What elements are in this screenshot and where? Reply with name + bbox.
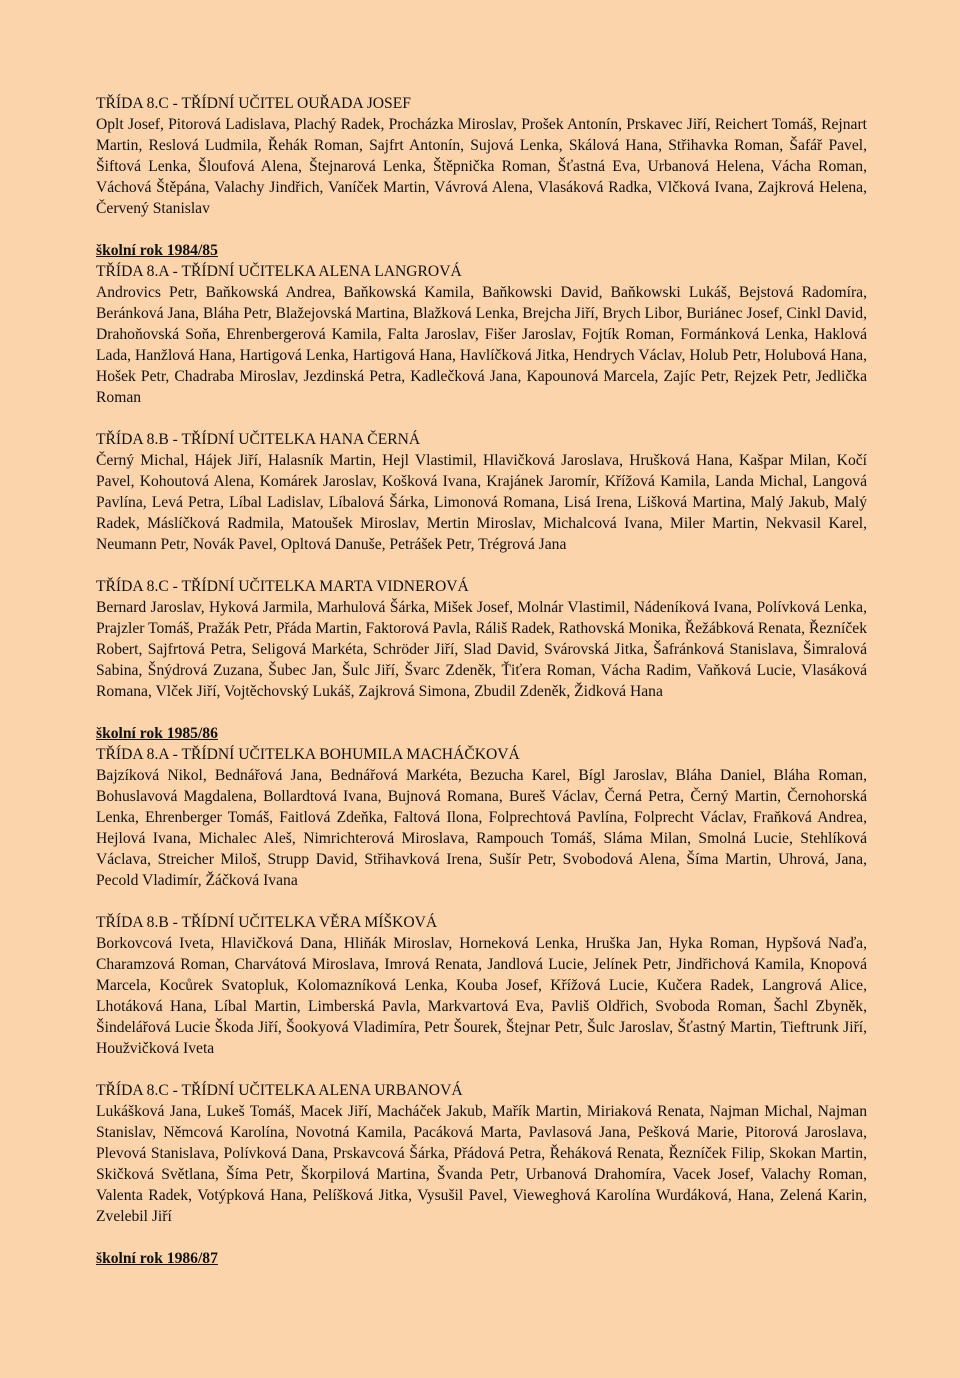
class-heading: TŘÍDA 8.C - TŘÍDNÍ UČITELKA ALENA URBANOVÁ [96, 1082, 463, 1099]
student-list: Bernard Jaroslav, Hyková Jarmila, Marhulová Šárka, Mišek Josef, Molnár Vlastimil, Nádeníková Ivana, Polívková Lenka, Prajzler Tomáš, Pražák Petr, Přáda Martin, Faktorová Pavla, Ráliš Radek, Rathovská Monika, Řežábková Renata, Řezníček Robert, Sajfrtová Petra, Seligová Markéta, Schröder Jiří, Slad David, Svárovská Jitka, Šafránková Stanislava, Šimralová Sabina, Šnýdrová Zuzana, Šubec Jan, Šulc Jiří, Švarc Zdeněk, Ťiťera Roman, Vácha Radim, Vaňková Lucie, Vlasáková Romana, Vlček Jiří, Vojtěchovský Lukáš, Zajkrová Simona, Zbudil Zdeněk, Židková Hana [96, 599, 867, 700]
student-list: Bajzíková Nikol, Bednářová Jana, Bednářová Markéta, Bezucha Karel, Bígl Jaroslav, Bláha Daniel, Bláha Roman, Bohuslavová Magdalena, Bollardtová Ivana, Bujnová Romana, Bureš Václav, Černá Petra, Černý Martin, Černohorská Lenka, Ehrenberger Tomáš, Faitlová Zdeňka, Faltová Ilona, Folprechtová Pavlína, Folprecht Václav, Fraňková Andrea, Hejlová Ivana, Michalec Aleš, Nimrichterová Miroslava, Rampouch Tomáš, Sláma Milan, Smolná Lucie, Stehlíková Václava, Streicher Miloš, Strupp David, Střihavková Irena, Sušír Petr, Svobodová Alena, Šíma Martin, Uhrová, Jana, Pecold Vladimír, Žáčková Ivana [96, 767, 867, 889]
student-list: Černý Michal, Hájek Jiří, Halasník Martin, Hejl Vlastimil, Hlavičková Jaroslava, Hrušková Hana, Kašpar Milan, Kočí Pavel, Kohoutová Alena, Komárek Jaroslav, Košková Ivana, Krajánek Jaromír, Křížová Kamila, Landa Michal, Langová Pavlína, Levá Petra, Líbal Ladislav, Líbalová Šárka, Limonová Romana, Lisá Irena, Lišková Martina, Malý Jakub, Malý Radek, Máslíčková Radmila, Matoušek Miroslav, Mertin Miroslav, Michalcová Ivana, Miler Martin, Nekvasil Karel, Neumann Petr, Novák Pavel, Opltová Danuše, Petrášek Petr, Trégrová Jana [96, 452, 867, 553]
school-year-heading: školní rok 1986/87 [96, 1250, 218, 1267]
class-heading: TŘÍDA 8.B - TŘÍDNÍ UČITELKA VĚRA MÍŠKOVÁ [96, 914, 438, 931]
student-list: Lukášková Jana, Lukeš Tomáš, Macek Jiří, Macháček Jakub, Mařík Martin, Miriaková Renata, Najman Michal, Najman Stanislav, Němcová Karolína, Novotná Kamila, Pacáková Marta, Pavlasová Jana, Pešková Marie, Pitorová Jaroslava, Plevová Stanislava, Polívková Dana, Prskavcová Šárka, Přádová Petra, Řeháková Renata, Řezníček Filip, Skokan Martin, Skičková Světlana, Šíma Petr, Škorpilová Martina, Švanda Petr, Urbanová Drahomíra, Vacek Josef, Valachy Roman, Valenta Radek, Votýpková Hana, Pelíšková Jitka, Vysušil Pavel, Vieweghová Karolína Wurdáková, Hana, Zelená Karin, Zvelebil Jiří [96, 1103, 867, 1225]
student-list: Borkovcová Iveta, Hlavičková Dana, Hliňák Miroslav, Horneková Lenka, Hruška Jan, Hyka Roman, Hypšová Naďa, Charamzová Roman, Charvátová Miroslava, Imrová Renata, Jandlová Lucie, Jelínek Petr, Jindřichová Kamila, Knopová Marcela, Kocůrek Svatopluk, Kolomazníková Lenka, Kouba Josef, Křížová Lucie, Kučera Radek, Langrová Alice, Lhotáková Hana, Líbal Martin, Limberská Pavla, Markvartová Eva, Pavliš Oldřich, Svoboda Roman, Šachl Zbyněk, Šindelářová Lucie Škoda Jiří, Šookyová Vladimíra, Petr Šourek, Štejnar Petr, Šulc Jaroslav, Šťastný Martin, Tieftrunk Jiří, Houžvičková Iveta [96, 935, 867, 1057]
class-heading: TŘÍDA 8.C - TŘÍDNÍ UČITELKA MARTA VIDNEROVÁ [96, 578, 469, 595]
class-heading: TŘÍDA 8.B - TŘÍDNÍ UČITELKA HANA ČERNÁ [96, 431, 421, 448]
school-year-heading: školní rok 1985/86 [96, 725, 218, 742]
class-heading: TŘÍDA 8.C - TŘÍDNÍ UČITEL OUŘADA JOSEF [96, 95, 411, 112]
school-year-heading: školní rok 1984/85 [96, 242, 218, 259]
class-lists [96, 93, 867, 1269]
class-heading: TŘÍDA 8.A - TŘÍDNÍ UČITELKA BOHUMILA MACHÁČKOVÁ [96, 746, 520, 763]
class-heading: TŘÍDA 8.A - TŘÍDNÍ UČITELKA ALENA LANGROVÁ [96, 263, 462, 280]
student-list: Oplt Josef, Pitorová Ladislava, Plachý Radek, Procházka Miroslav, Prošek Antonín, Prskavec Jiří, Reichert Tomáš, Rejnart Martin, Reslová Ludmila, Řehák Roman, Sajfrt Antonín, Sujová Lenka, Skálová Hana, Střihavka Roman, Šafář Pavel, Šiftová Lenka, Šloufová Alena, Štejnarová Lenka, Štěpnička Roman, Šťastná Eva, Urbanová Helena, Vácha Roman, Váchová Štěpána, Valachy Jindřich, Vaníček Martin, Vávrová Alena, Vlasáková Radka, Vlčková Ivana, Zajkrová Helena, Červený Stanislav [96, 116, 867, 217]
student-list: Androvics Petr, Baňkowská Andrea, Baňkowská Kamila, Baňkowski David, Baňkowski Lukáš, Bejstová Radomíra, Beránková Jana, Bláha Petr, Blažejovská Martina, Blažková Lenka, Brejcha Jiří, Brych Libor, Buriánec Josef, Cinkl David, Drahoňovská Soňa, Ehrenbergerová Kamila, Falta Jaroslav, Fišer Jaroslav, Fojtík Roman, Formánková Lenka, Haklová Lada, Hanžlová Hana, Hartigová Lenka, Hartigová Hana, Havlíčková Jitka, Hendrych Václav, Holub Petr, Holubová Hana, Hošek Petr, Chadraba Miroslav, Jezdinská Petra, Kadlečková Jana, Kapounová Marcela, Zajíc Petr, Rejzek Petr, Jedlička Roman [96, 284, 867, 406]
